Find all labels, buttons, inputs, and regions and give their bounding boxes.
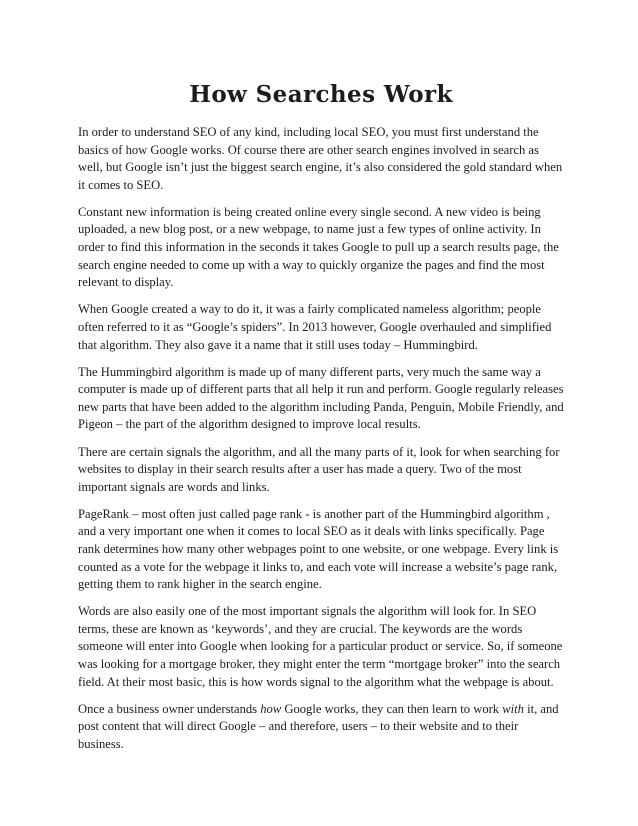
paragraph-signals: There are certain signals the algorithm, and all the many parts of it, look for when searching for websites to display in their search results after a user has made a query. Two of the most important signals are words and links. [78, 444, 560, 494]
paragraph-hummingbird: The Hummingbird algorithm is made up of many different parts, very much the same way a computer is made up of different parts that all help it run and perform. Google regularly releases new parts that have been added to the algorithm including Panda, Penguin, Mobile Friendly, and Pigeon – the part of the algorithm designed to improve local results. [78, 364, 564, 432]
paragraph-pagerank: PageRank – most often just called page rank - is another part of the Hummingbird algorithm , and a very important one when it comes to local SEO as it deals with links specifically. Page rank determines how many other webpages point to one website, or one webpage. Every link is counted as a vote for the webpage it links to, and each vote will increase a website’s page rank, getting them to rank higher in the search engine. [78, 506, 559, 592]
paragraph-closing [78, 701, 564, 754]
closing-text-2: Google works, they can then learn to work [281, 701, 503, 716]
closing-text-3: it, and post content that will direct Google – and therefore, users – to their website and to their business. [78, 701, 559, 751]
paragraph-new-information: Constant new information is being created online every single second. A new video is being uploaded, a new blog post, or a new webpage, to name just a few types of online activity. In order to find this information in the seconds it takes Google to pull up a search results page, the search engine needed to come up with a way to quickly organize the pages and find the most relevant to display. [78, 204, 559, 290]
paragraph-intro: In order to understand SEO of any kind, including local SEO, you must first understand the basics of how Google works. Of course there are other search engines involved in search as well, but Google isn’t just the biggest search engine, it’s also considered the gold standard when it comes to SEO. [78, 125, 563, 192]
closing-emphasis-with: with [502, 701, 524, 716]
document-page [78, 80, 564, 763]
paragraph-keywords: Words are also easily one of the most important signals the algorithm will look for. In SEO terms, these are known as ‘keywords’, and they are crucial. The keywords are the words someone will enter into Google when looking for a particular product or service. So, if someone was looking for a mortgage broker, they might enter the term “mortgage broker” into the search field. At their most basic, this is how words signal to the algorithm what the webpage is about. [78, 604, 563, 689]
closing-emphasis-how: how [260, 701, 282, 716]
page-title: How Searches Work [189, 81, 453, 108]
paragraph-google-algorithm: When Google created a way to do it, it was a fairly complicated nameless algorithm; people often referred to it as “Google’s spiders”. In 2013 however, Google overhauled and simplified that algorithm. They also gave it a name that it still uses today – Hummingbird. [78, 302, 552, 352]
closing-text-1: Once a business owner understands [78, 701, 261, 716]
